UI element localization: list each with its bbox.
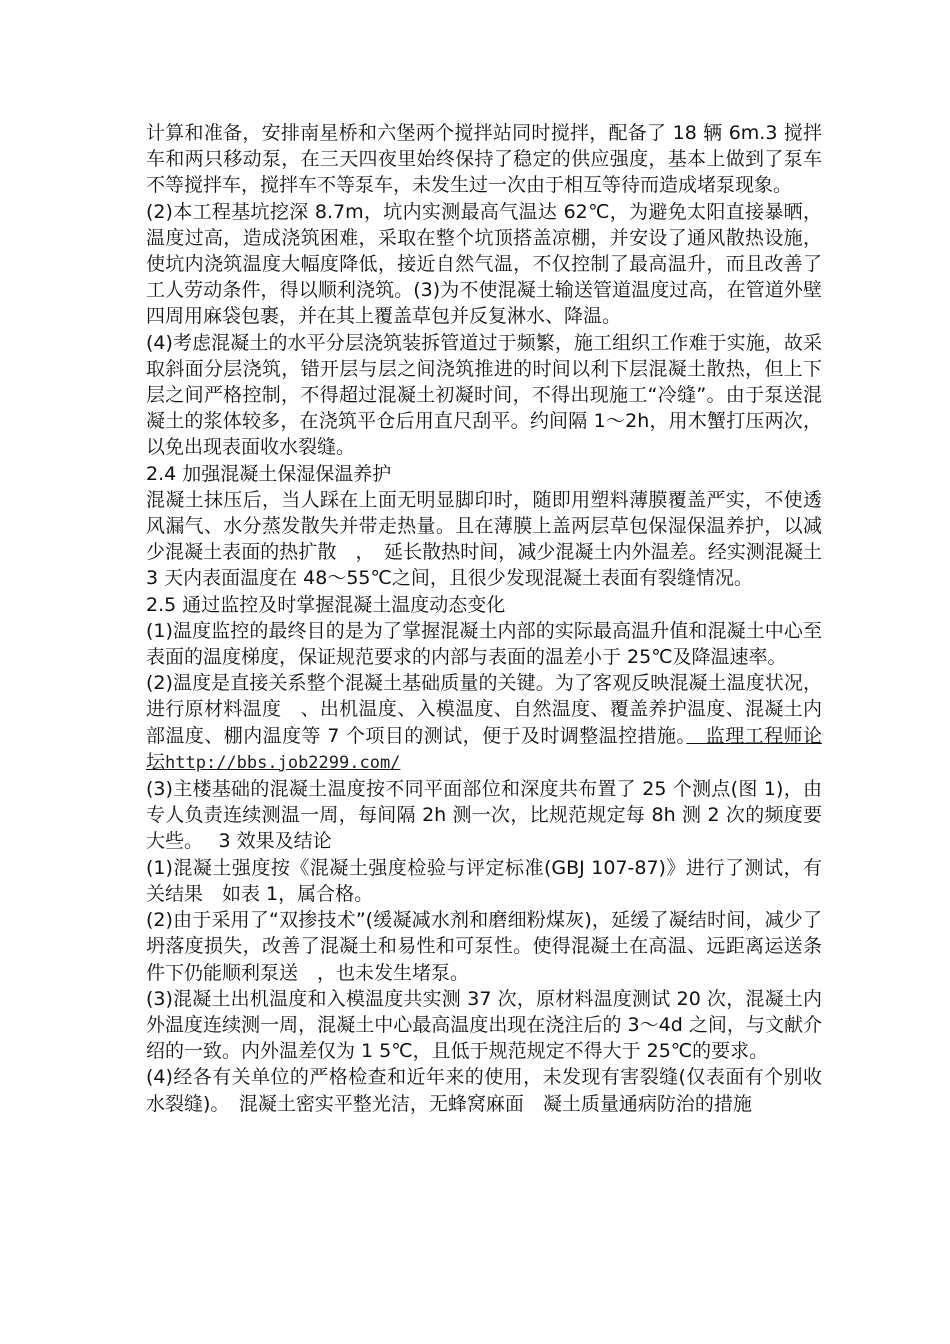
paragraph-strength-result: (1)混凝土强度按《混凝土强度检验与评定标准(GBJ 107-87)》进行了测试，有关结果 如表 1，属合格。 — [146, 856, 822, 905]
section-heading-2-5: 2.5 通过监控及时掌握混凝土温度动态变化 — [146, 593, 506, 616]
forum-link-url[interactable]: http://bbs.job2299.com/ — [165, 752, 401, 773]
paragraph-curing: 混凝土抹压后，当人踩在上面无明显脚印时，随即用塑料薄膜覆盖严实，不使透风漏气、水分蒸发散失并带走热量。且在薄膜上盖两层草包保湿保温养护，以减少混凝土表面的热扩散 ， 延长散热时间，减少混凝土内外温差。经实测混凝土 3 天内表面温度在 48～55℃之间，且很少发现混凝土表面有裂缝情况。 — [146, 488, 822, 590]
paragraph-inspection: (4)经各有关单位的严格检查和近年来的使用，未发现有害裂缝(仅表面有个别收水裂缝)。 混凝土密实平整光洁，无蜂窝麻面 凝土质量通病防治的措施 — [146, 1066, 822, 1115]
temperature-tests-text: (2)温度是直接关系整个混凝土基础质量的关键。为了客观反映混凝土温度状况，进行原材料温度 、出机温度、入模温度、自然温度、覆盖养护温度、混凝土内部温度、棚内温度等 7 个项目的测试，便于及时调整温控措施。 — [146, 672, 822, 747]
paragraph-supply: 计算和准备，安排南星桥和六堡两个搅拌站同时搅拌，配备了 18 辆 6m.3 搅拌车和两只移动泵，在三天四夜里始终保持了稳定的供应强度，基本上做到了泵车不等搅拌车，搅拌车不等泵车，未发生过一次由于相互等待而造成堵泵现象。 — [146, 122, 822, 197]
paragraph-monitoring-goal: (1)温度监控的最终目的是为了掌握混凝土内部的实际最高温升值和混凝土中心至表面的温度梯度，保证规范要求的内部与表面的温差小于 25℃及降温速率。 — [146, 619, 822, 669]
paragraph-temperature-result: (3)混凝土出机温度和入模温度共实测 37 次，原材料温度测试 20 次，混凝土内外温度连续测一周，混凝土中心最高温度出现在浇注后的 3～4d 之间，与文献介绍的一致。内外温差仅为 1 5℃，且低于规范规定不得大于 25℃的要求。 — [146, 987, 822, 1063]
paragraph-double-admixture: (2)由于采用了“双掺技术”(缓凝减水剂和磨细粉煤灰)，延缓了凝结时间，减少了坍落度损失，改善了混凝土和易性和可泵性。使得混凝土在高温、远距离运送条件下仍能顺利泵送 ，也未发生堵泵。 — [146, 909, 822, 984]
forum-link-label[interactable]: 监理工程师论坛 — [146, 724, 822, 773]
section-heading-2-4: 2.4 加强混凝土保湿保温养护 — [146, 462, 392, 485]
document-body — [146, 120, 822, 1117]
paragraph-measuring-points: (3)主楼基础的混凝土温度按不同平面部位和深度共布置了 25 个测点(图 1)，由专人负责连续测温一周，每间隔 2h 测一次，比规范规定每 8h 测 2 次的频度要大些。 3 效果及结论 — [146, 778, 822, 853]
paragraph-temperature-tests — [146, 670, 822, 776]
paragraph-layered-pouring: (4)考虑混凝土的水平分层浇筑装拆管道过于频繁，施工组织工作难于实施，故采取斜面分层浇筑，错开层与层之间浇筑推进的时间以利下层混凝土散热，但上下层之间严格控制，不得超过混凝土初凝时间，不得出现施工“冷缝”。由于泵送混凝土的浆体较多，在浇筑平仓后用直尺刮平。约间隔 1～2h，用木蟹打压两次，以免出现表面收水裂缝。 — [146, 331, 822, 459]
paragraph-shade-cooling: (2)本工程基坑挖深 8.7m，坑内实测最高气温达 62℃，为避免太阳直接暴晒，温度过高，造成浇筑困难，采取在整个坑顶搭盖凉棚，并安设了通风散热设施，使坑内浇筑温度大幅度降低，接近自然气温，不仅控制了最高温升，而且改善了工人劳动条件，得以顺利浇筑。(3)为不使混凝土输送管道温度过高，在管道外壁四周用麻袋包裹，并在其上覆盖草包并反复淋水、降温。 — [146, 200, 822, 328]
